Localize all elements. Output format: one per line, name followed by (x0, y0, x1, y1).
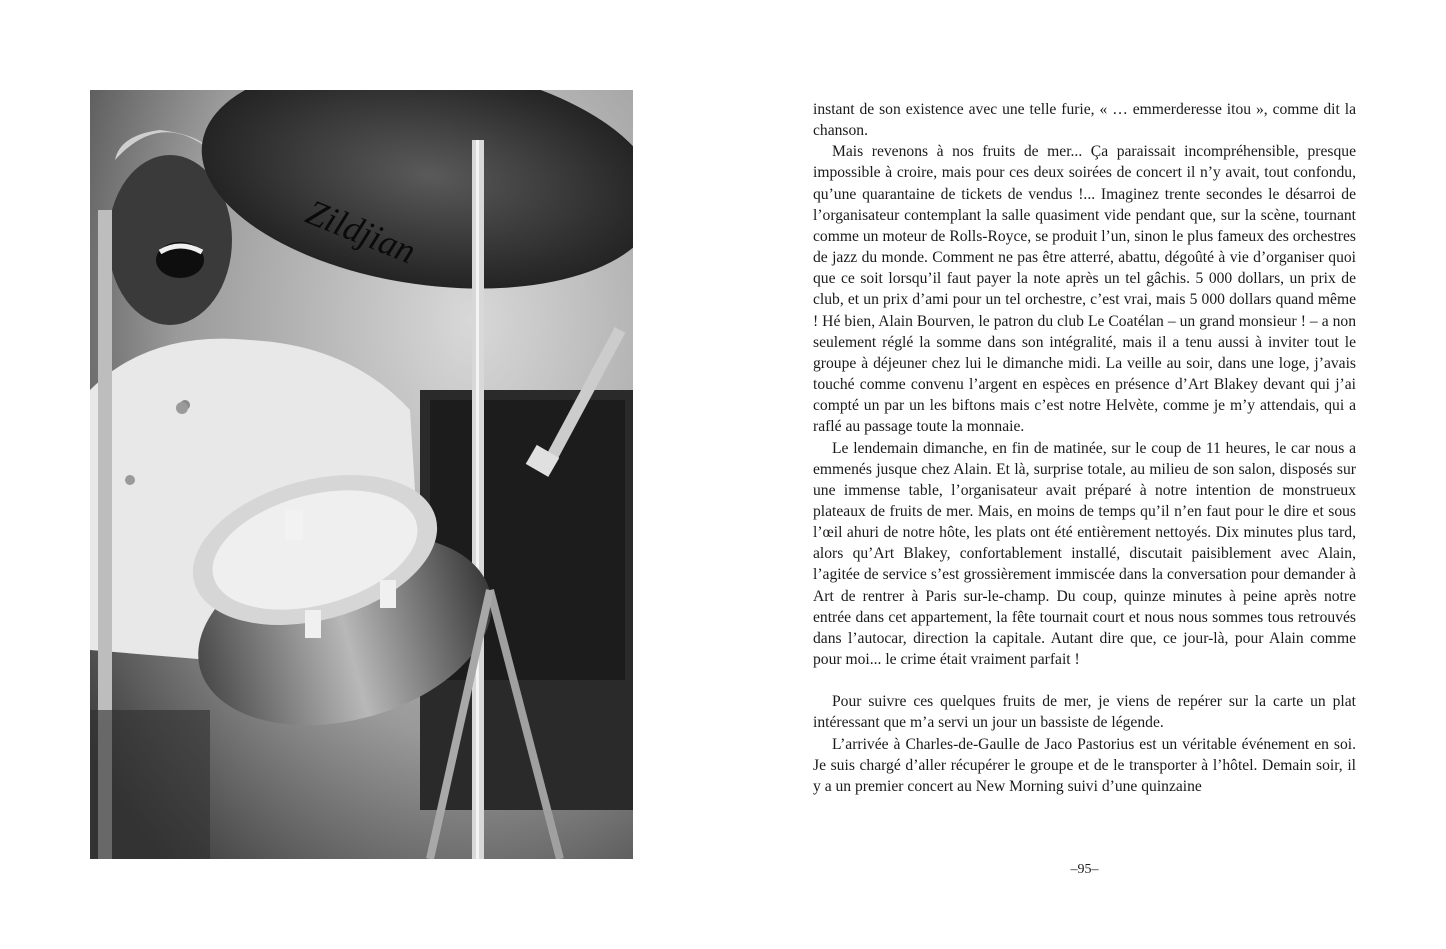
paragraph: L’arrivée à Charles-de-Gaulle de Jaco Pastorius est un véritable événement en soi. Je suis chargé d’aller récupérer le groupe et de le transporter à l’hôtel. Demain soir, il y a un premier concert au New Morning suivi d’une quinzaine (813, 735, 1356, 795)
body-text (813, 99, 1356, 797)
paragraph: Le lendemain dimanche, en fin de matinée, sur le coup de 11 heures, le car nous a emmenés jusque chez Alain. Et là, surprise totale, au milieu de son salon, disposés sur une immense table, l’organisateur avait préparé à notre intention de monstrueux plateaux de fruits de mer. Mais, en moins de temps qu’il n’en faut pour le dire et sous l’œil ahuri de notre hôte, les plats ont été entièrement nettoyés. Dix minutes plus tard, alors qu’Art Blakey, confortablement installé, discutait paisiblement avec Alain, l’agitée de service s’est grossièrement immiscée dans la conversation pour demander à Art de rentrer à Paris sur-le-champ. Du coup, quinze minutes à peine après notre entrée dans cet appartement, la fête tournait court et nous nous sommes tous retrouvés dans l’autocar, direction la capitale. Autant dire que, ce jour-là, pour Alain comme pour moi... le crime était vraiment parfait ! (813, 439, 1356, 669)
page-number: –95– (1070, 862, 1099, 877)
cymbal-logo: Zildjian (300, 191, 422, 272)
paragraph: Mais revenons à nos fruits de mer... Ça paraissait incompréhensible, presque impossible à croire, mais pour ces deux soirées de concert il n’y avait, tout confondu, qu’une quarantaine de tickets de vendus !... Imaginez trente secondes le désarroi de l’organisateur contemplant la salle quasiment vide pendant que, sur la scène, tournant comme un moteur de Rolls-Royce, se produit l’un, sinon le plus fameux des orchestres de jazz du monde. Comment ne pas être atterré, abattu, dégoûté à vie d’organiser quoi que ce soit lorsqu’il faut payer la note après un tel gâchis. 5 000 dollars, un prix de club, et un prix d’ami pour un tel orchestre, c’est vrai, mais 5 000 dollars quand même ! Hé bien, Alain Bourven, le patron du club Le Coatélan – un grand monsieur ! – a non seulement réglé la somme dans son intégralité, mais il a tenu aussi à inviter tout le groupe à déjeuner chez lui le dimanche midi. La veille au soir, dans une loge, j’avais touché comme convenu l’argent en espèces en présence d’Art Blakey devant qui j’ai compté un par un les biftons mais c’est notre Helvète, comme je m’y attendais, qui a raflé au passage toute la monnaie. (813, 143, 1356, 436)
paragraph: instant de son existence avec une telle furie, « … emmerderesse itou », comme dit la chanson. (813, 101, 1356, 140)
drummer-photo (90, 90, 633, 859)
paragraph: Pour suivre ces quelques fruits de mer, je viens de repérer sur la carte un plat intéressant que m’a servi un jour un bassiste de légende. (813, 693, 1356, 732)
